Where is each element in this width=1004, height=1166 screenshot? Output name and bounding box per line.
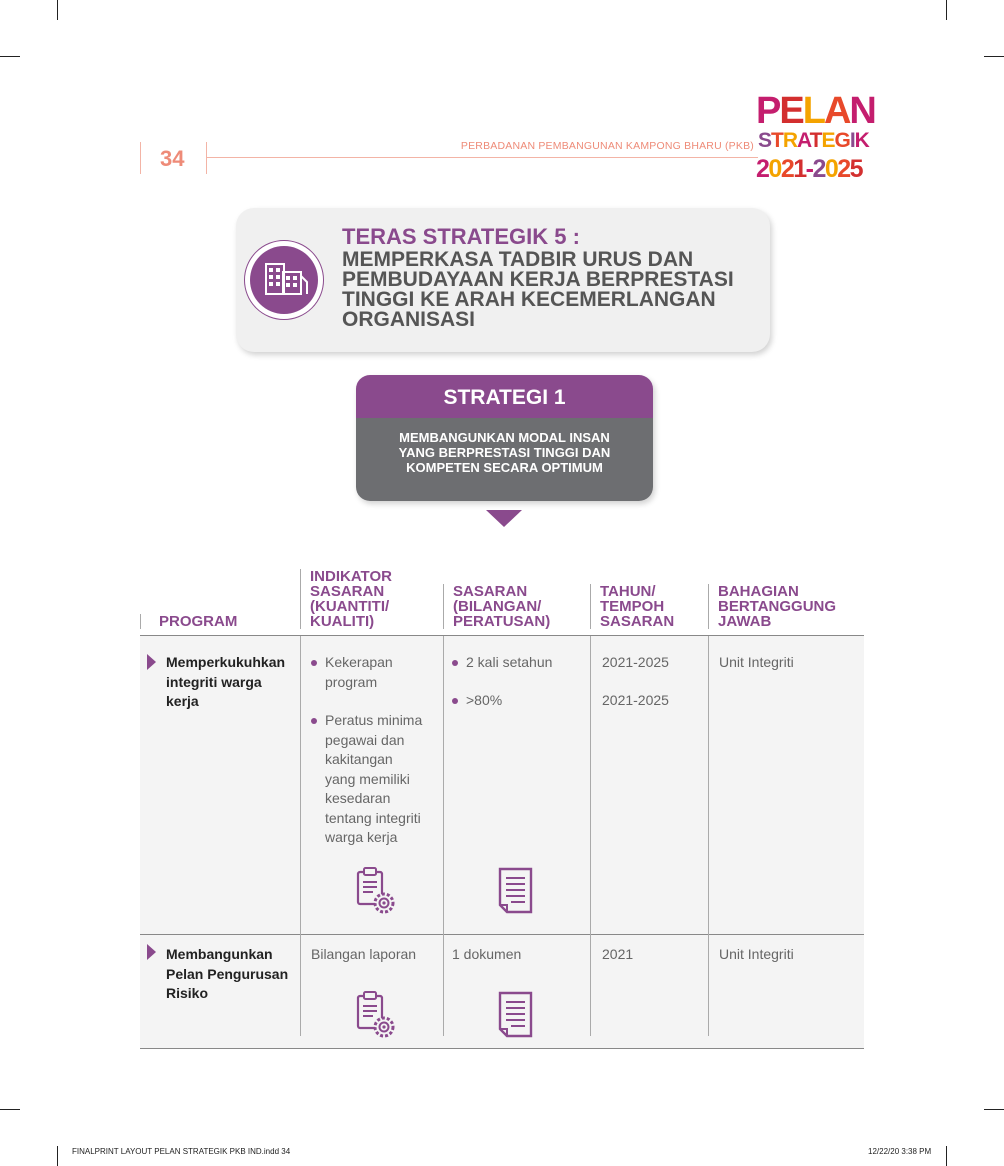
logo-letter: N <box>849 90 875 132</box>
column-divider <box>443 636 444 1036</box>
footer-timestamp: 12/22/20 3:38 PM <box>868 1147 932 1156</box>
teras-title: TERAS STRATEGIK 5 : <box>342 224 580 249</box>
buildings-icon <box>250 246 318 314</box>
crop-mark <box>57 1146 58 1166</box>
logo-letter: 5 <box>849 155 863 183</box>
column-divider <box>300 636 301 1036</box>
page-number-block <box>140 140 210 174</box>
logo-letter: 2 <box>756 155 769 183</box>
header-indikator: INDIKATOR SASARAN (KUANTITI/ KUALITI) <box>300 569 442 629</box>
column-divider <box>590 636 591 1036</box>
program-name: Membangunkan Pelan Pengurusan Risiko <box>166 946 289 1001</box>
header-bahagian: BAHAGIAN BERTANGGUNG JAWAB <box>708 584 868 629</box>
crop-mark <box>0 56 20 57</box>
sasaran-value: 1 dokumen <box>452 946 522 962</box>
logo-letter: A <box>823 90 850 132</box>
header-rule <box>206 157 758 158</box>
crop-mark <box>984 1109 1004 1110</box>
logo-letter: 2 <box>780 155 794 183</box>
table-header <box>140 555 864 635</box>
crop-mark <box>0 1109 20 1110</box>
row-marker-icon <box>147 944 156 960</box>
logo-letter: K <box>854 129 869 152</box>
logo-letter: 0 <box>768 155 781 183</box>
strategi-box <box>356 375 653 501</box>
tahun-value: 2021-2025 <box>602 654 669 670</box>
strategi-line: KOMPETEN SECARA OPTIMUM <box>406 460 603 475</box>
logo-letter: - <box>805 155 813 183</box>
bahagian-value: Unit Integriti <box>719 654 794 670</box>
tahun-value: 2021 <box>602 946 634 962</box>
logo-letter: 2 <box>837 155 850 183</box>
logo-letter: 2 <box>812 155 825 183</box>
logo-letter: G <box>834 129 850 152</box>
organization-name: PERBADANAN PEMBANGUNAN KAMPONG BHARU (PKB) <box>460 140 754 152</box>
crop-mark <box>946 0 947 20</box>
page-number: 34 <box>160 146 185 171</box>
logo-letter: P <box>756 90 780 132</box>
header-program: PROGRAM <box>140 614 309 629</box>
logo-letter: T <box>809 129 822 152</box>
strategi-description <box>356 418 653 501</box>
logo-letter: 1 <box>793 155 806 183</box>
indikator-value: Bilangan laporan <box>311 946 417 962</box>
table-divider <box>140 1048 864 1049</box>
document-icon <box>497 990 535 1045</box>
crop-mark <box>984 56 1004 57</box>
logo-letter: I <box>849 129 855 152</box>
pelan-strategik-logo <box>756 90 875 190</box>
clipboard-gear-icon <box>355 866 397 921</box>
bahagian-value: Unit Integriti <box>719 946 794 962</box>
strategi-title: STRATEGI 1 <box>356 375 653 418</box>
program-name: Memperkukuhkan integriti warga kerja <box>166 654 286 709</box>
strategi-line: MEMBANGUNKAN MODAL INSAN <box>399 430 610 445</box>
crop-mark <box>57 0 58 20</box>
sasaran-item: >80% <box>452 691 588 711</box>
indikator-item: Peratus minima pegawai dan kakitangan yang memiliki kesedaran tentang integriti warga kerja <box>311 711 441 848</box>
down-arrow-icon <box>486 510 522 527</box>
column-divider <box>708 636 709 1036</box>
logo-letter: T <box>771 129 783 152</box>
logo-letter: A <box>797 129 810 152</box>
header-sasaran: SASARAN (BILANGAN/ PERATUSAN) <box>443 584 591 629</box>
teras-icon-ring <box>244 240 324 320</box>
tahun-value: 2021-2025 <box>602 692 669 708</box>
clipboard-gear-icon <box>355 990 397 1045</box>
logo-letter: R <box>782 129 798 152</box>
indikator-item: Kekerapan program <box>311 653 441 692</box>
logo-letter: E <box>779 90 803 132</box>
footer-file-info: FINALPRINT LAYOUT PELAN STRATEGIK PKB IND.indd 34 <box>72 1147 291 1156</box>
teras-strategik-box <box>236 208 770 352</box>
logo-letter: L <box>802 90 824 132</box>
strategi-line: YANG BERPRESTASI TINGGI DAN <box>398 445 611 460</box>
document-icon <box>497 866 535 921</box>
logo-letter: 0 <box>824 155 838 183</box>
teras-subtitle: MEMPERKASA TADBIR URUS DAN PEMBUDAYAAN KERJA BERPRESTASI TINGGI KE ARAH KECEMERLANGAN ORGANISASI <box>342 248 734 331</box>
crop-mark <box>946 1146 947 1166</box>
logo-letter: S <box>758 129 772 152</box>
header-tahun: TAHUN/ TEMPOH SASARAN <box>590 584 708 629</box>
logo-letter: E <box>821 129 835 152</box>
row-marker-icon <box>147 654 156 670</box>
sasaran-item: 2 kali setahun <box>452 653 588 673</box>
